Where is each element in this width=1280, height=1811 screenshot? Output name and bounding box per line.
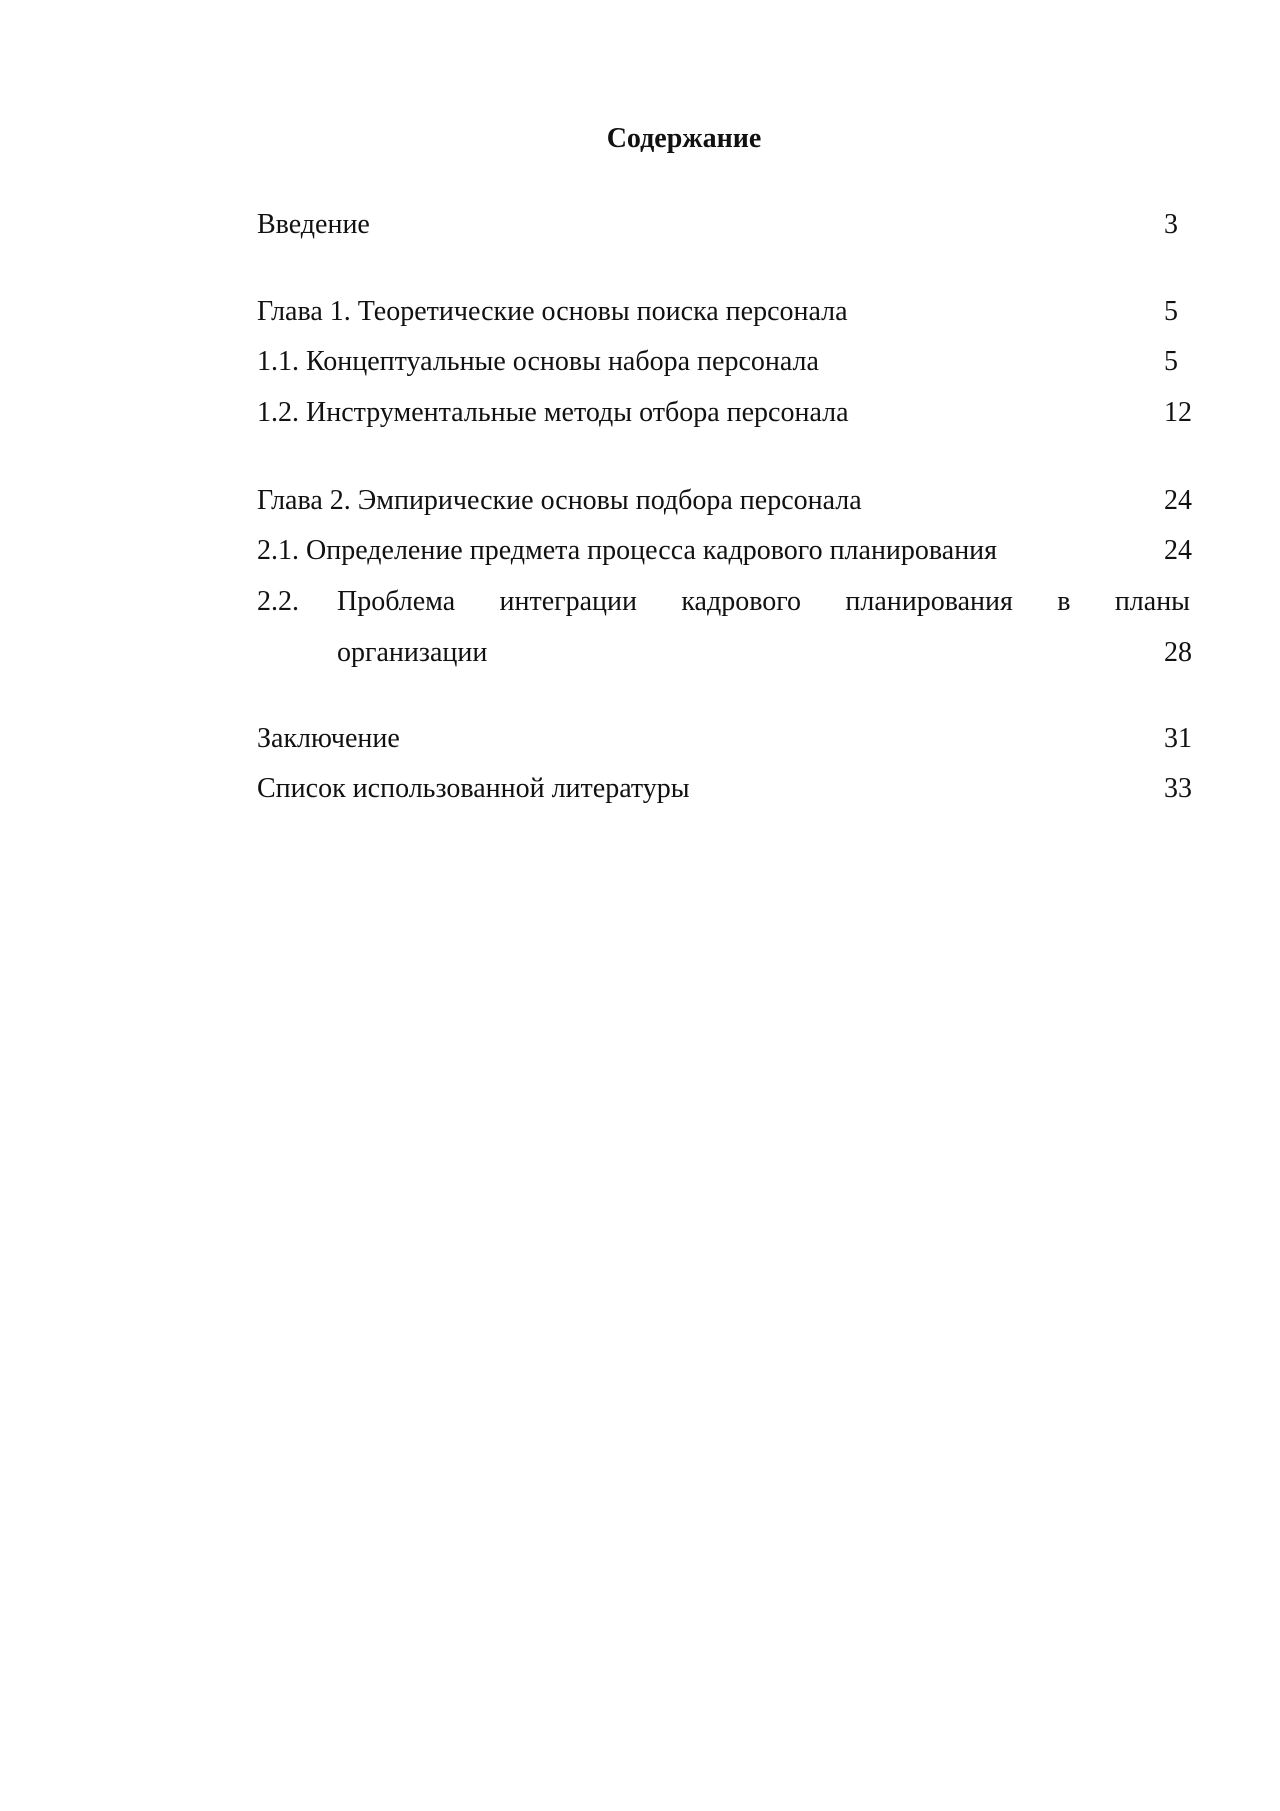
toc-entry-page: 5 (1164, 296, 1178, 327)
toc-word: кадрового (681, 586, 802, 617)
toc-entry-page: 31 (1164, 723, 1192, 754)
toc-title: Содержание (606, 123, 762, 154)
toc-entry-page: 24 (1164, 485, 1192, 516)
toc-entry-text: Глава 1. Теоретические основы поиска персонала (257, 296, 848, 327)
toc-word: Проблема (337, 586, 456, 617)
toc-word: интеграции (499, 586, 637, 617)
toc-word: в (1057, 586, 1071, 617)
toc-entry-text: Заключение (257, 723, 400, 754)
toc-entry-text: 1.1. Концептуальные основы набора персонала (257, 346, 819, 377)
toc-entry-text: организации (337, 637, 488, 668)
toc-entry-text: Список использованной литературы (257, 773, 690, 804)
toc-entry-page: 5 (1164, 346, 1178, 377)
toc-word: планирования (845, 586, 1013, 617)
toc-entry-page: 33 (1164, 773, 1192, 804)
toc-entry-number: 2.2. (257, 586, 299, 617)
toc-entry-page: 3 (1164, 209, 1178, 240)
toc-entry-text: 1.2. Инструментальные методы отбора персонала (257, 397, 849, 428)
toc-entry-text: Введение (257, 209, 370, 240)
toc-entry-page: 28 (1164, 637, 1192, 668)
toc-entry-text: 2.1. Определение предмета процесса кадрового планирования (257, 535, 998, 566)
toc-entry-page: 12 (1164, 397, 1192, 428)
toc-entry-justified-words (337, 585, 1190, 619)
toc-entry-page: 24 (1164, 535, 1192, 566)
toc-entry-text: Глава 2. Эмпирические основы подбора персонала (257, 485, 862, 516)
toc-word: планы (1114, 586, 1190, 617)
